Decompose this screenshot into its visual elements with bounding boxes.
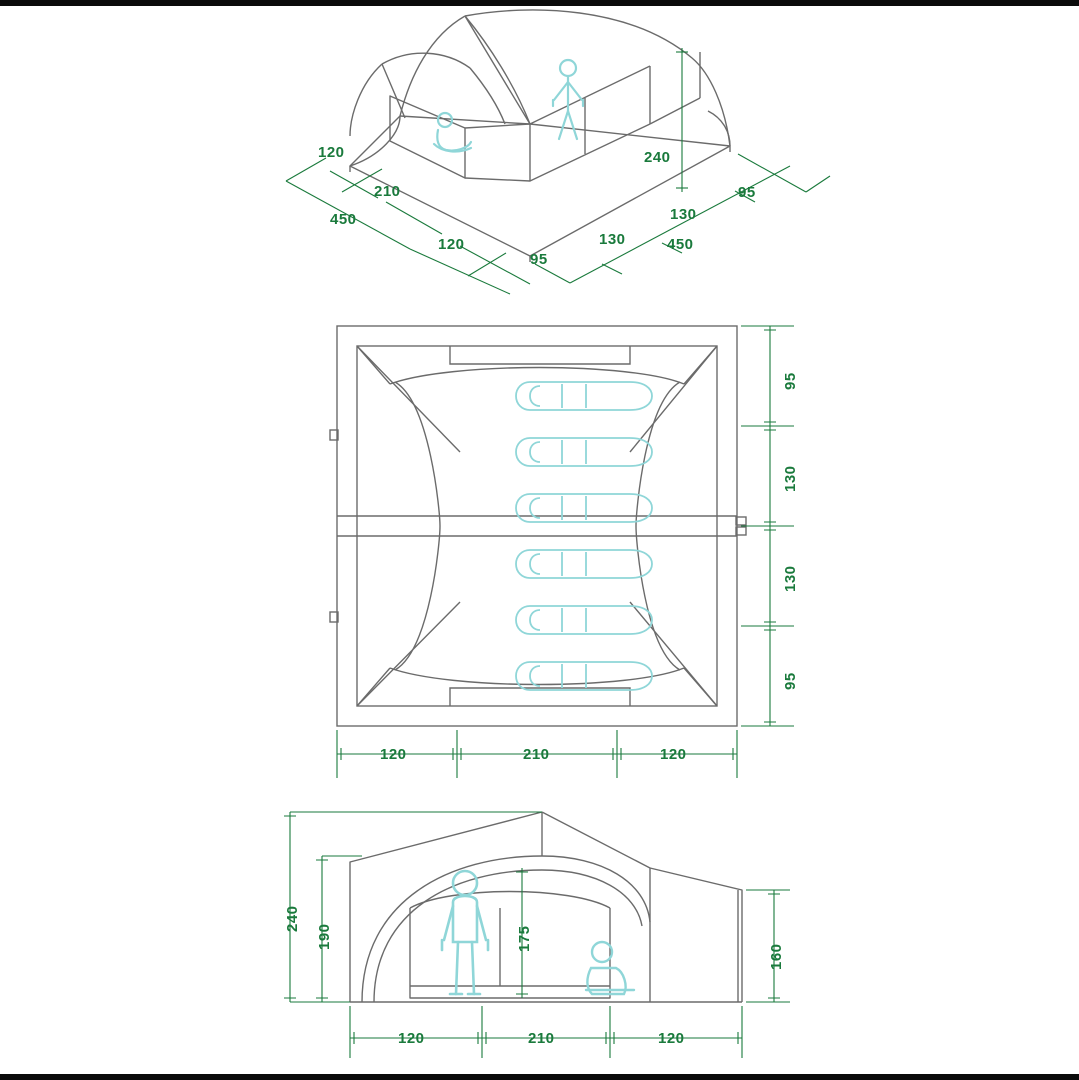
elev-dim-210-center: 210 [528, 1030, 555, 1047]
iso-dim-240-height: 240 [644, 149, 671, 166]
iso-dimension-lines [286, 48, 830, 294]
sleeping-bag [516, 606, 652, 634]
iso-dim-95-front: 95 [530, 251, 548, 268]
plan-dim-120-right: 120 [660, 746, 687, 763]
iso-dim-120-front: 120 [438, 236, 465, 253]
elev-dim-160: 160 [768, 943, 785, 970]
iso-dim-130-front: 130 [599, 231, 626, 248]
elev-dim-120-left: 120 [398, 1030, 425, 1047]
tent-elevation-outline [350, 812, 742, 1002]
plan-dim-210-center: 210 [523, 746, 550, 763]
iso-dim-450-front: 450 [667, 236, 694, 253]
iso-dim-95-right: 95 [738, 184, 756, 201]
elev-dim-120-right: 120 [658, 1030, 685, 1047]
iso-dim-120-left: 120 [318, 144, 345, 161]
sleeping-bag [516, 438, 652, 466]
plan-dim-120-left: 120 [380, 746, 407, 763]
sleeping-bag [516, 550, 652, 578]
standing-person-figure [442, 871, 488, 994]
plan-dim-95-bottom: 95 [782, 672, 799, 690]
isometric-view [230, 6, 870, 306]
iso-dim-450-left: 450 [330, 211, 357, 228]
elev-dim-240: 240 [284, 905, 301, 932]
plan-dim-130-upper: 130 [782, 465, 799, 492]
sleeping-bag [516, 382, 652, 410]
sleeping-bag [516, 662, 652, 690]
elevation-dimension-lines [284, 812, 790, 1058]
elev-dim-175: 175 [516, 925, 533, 952]
plan-dim-130-lower: 130 [782, 565, 799, 592]
iso-dim-130-right: 130 [670, 206, 697, 223]
iso-dim-210-left: 210 [374, 183, 401, 200]
sleeping-bag [516, 494, 652, 522]
elev-dim-190: 190 [316, 923, 333, 950]
plan-dimension-lines [337, 326, 794, 778]
elevation-view [250, 790, 810, 1075]
tent-iso-outline [350, 10, 730, 262]
plan-view [300, 312, 820, 782]
plan-dim-95-top: 95 [782, 372, 799, 390]
